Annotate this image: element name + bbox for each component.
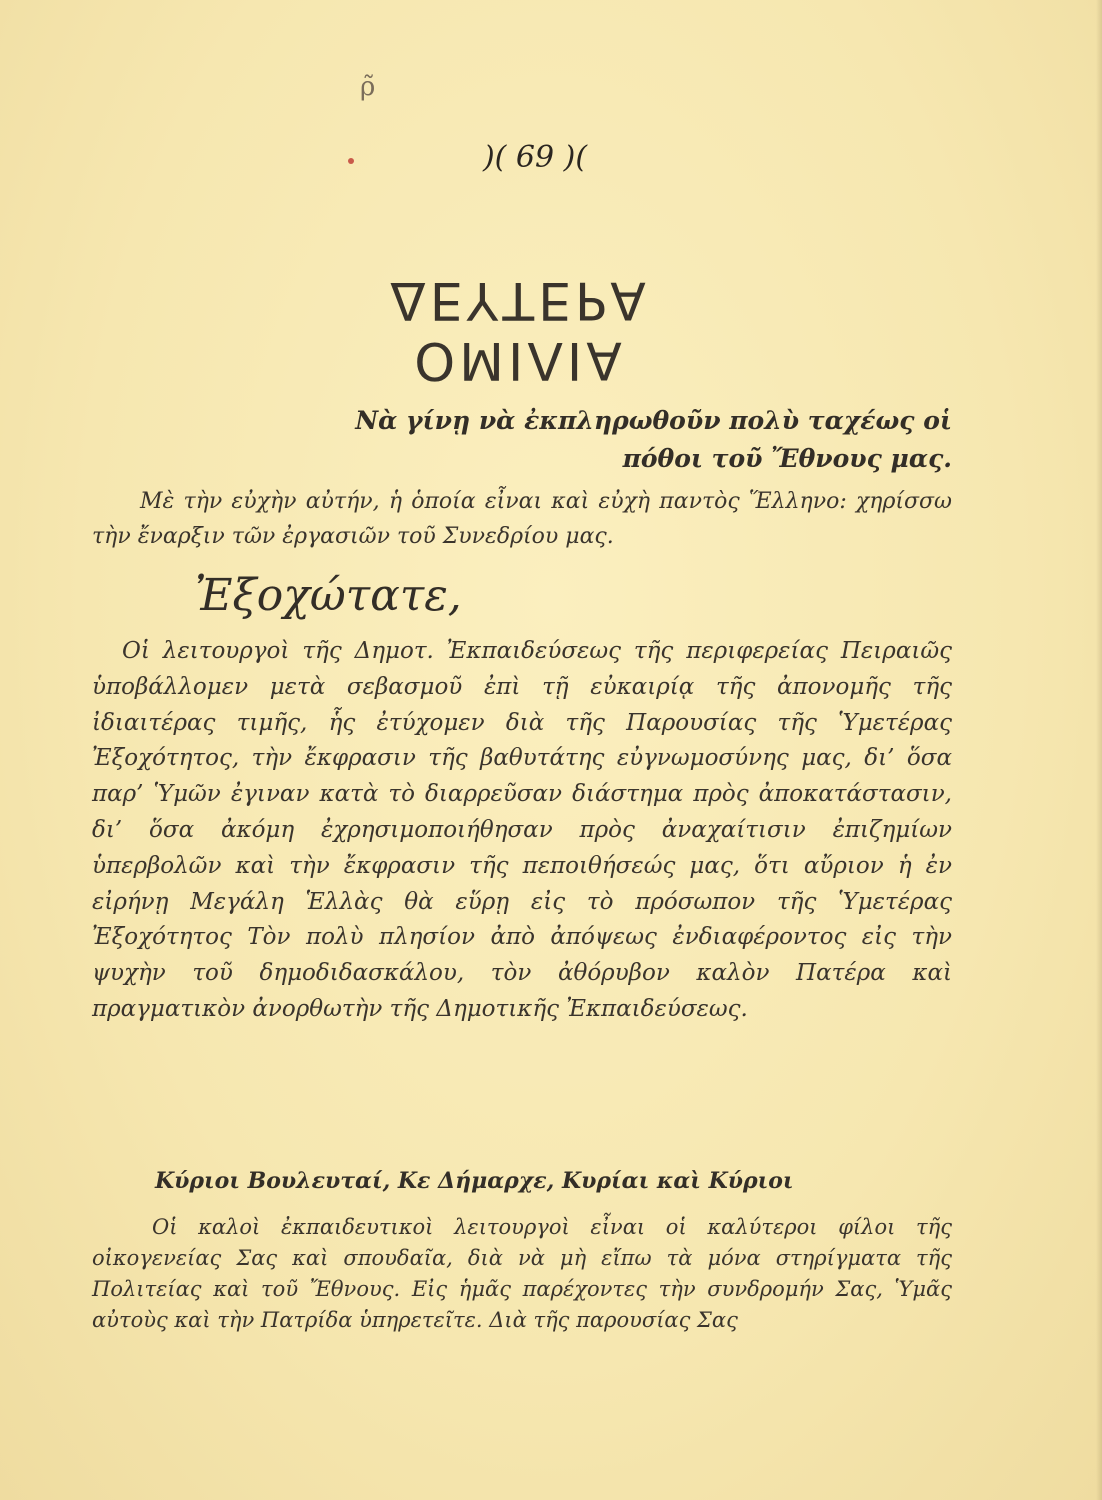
- salutation-excellency: Ἐξοχώτατε,: [195, 570, 462, 621]
- subtitle: Νὰ γίνῃ νὰ ἐκπληρωθοῦν πολὺ ταχέως οἱ πόθοι τοῦ Ἔθνους μας.: [355, 406, 952, 473]
- ink-dot: [348, 158, 354, 164]
- page-title: ΟΜΙΛΙΑ ΔΕΥΤΕΡΑ: [390, 270, 650, 390]
- paragraph-1: Μὲ τὴν εὐχὴν αὐτήν, ἡ ὁποία εἶναι καὶ εὐχὴ παντὸς Ἕλληνο: χηρίσσω τὴν ἔναρξιν τῶν ἐργασιῶν τοῦ Συνεδρίου μας.: [92, 489, 952, 549]
- handwritten-mark: ρ̃: [360, 72, 376, 102]
- paragraph-2: Οἱ λειτουργοὶ τῆς Δημοτ. Ἐκπαιδεύσεως τῆς περιφερείας Πειραιῶς ὑποβάλλομεν μετὰ σεβασμοῦ ἐπὶ τῇ εὐκαιρίᾳ τῆς ἀπονομῆς τῆς ἰδιαιτέρας τιμῆς, ἧς ἐτύχομεν διὰ τῆς Παρουσίας τῆς Ὑμετέρας Ἐξοχότητος, τὴν ἔκφρασιν τῆς βαθυτάτης εὐγνωμοσύνης μας, δι’ ὅσα παρ’ Ὑμῶν ἐγιναν κατὰ τὸ διαρρεῦσαν διάστημα πρὸς ἀποκατάστασιν, δι’ ὅσα ἀκόμη ἐχρησιμοποιήθησαν πρὸς ἀναχαίτισιν ἐπιζημίων ὑπερβολῶν καὶ τὴν ἔκφρασιν τῆς πεποιθήσεώς μας, ὅτι αὔριον ἡ ἐν εἰρήνῃ Μεγάλη Ἑλλὰς θὰ εὕρῃ εἰς τὸ πρόσωπον τῆς Ὑμετέρας Ἐξοχότητος Τὸν πολὺ πλησίον ἀπὸ ἀπόψεως ἐνδιαφέροντος εἰς τὴν ψυχὴν τοῦ δημοδιδασκάλου, τὸν ἀθόρυβον καλὸν Πατέρα καὶ πραγματικὸν ἀνορθωτὴν τῆς Δημοτικῆς Ἐκπαιδεύσεως.: [92, 638, 952, 1022]
- paragraph-3: Οἱ καλοὶ ἐκπαιδευτικοὶ λειτουργοὶ εἶναι οἱ καλύτεροι φίλοι τῆς οἰκογενείας Σας καὶ σπουδαῖα, διὰ νὰ μὴ εἴπω τὰ μόνα στηρίγματα τῆς Πολιτείας καὶ τοῦ Ἔθνους. Εἰς ἡμᾶς παρέχοντες τὴν συνδρομήν Σας, Ὑμᾶς αὐτοὺς καὶ τὴν Πατρίδα ὑπηρετεῖτε. Διὰ τῆς παρουσίας Σας: [92, 1215, 952, 1332]
- salutation-members: Κύριοι Βουλευταί, Κε Δήμαρχε, Κυρίαι καὶ Κύριοι: [155, 1168, 794, 1194]
- page-number: )( 69 )(: [482, 140, 588, 175]
- page-edge: [1096, 0, 1102, 1500]
